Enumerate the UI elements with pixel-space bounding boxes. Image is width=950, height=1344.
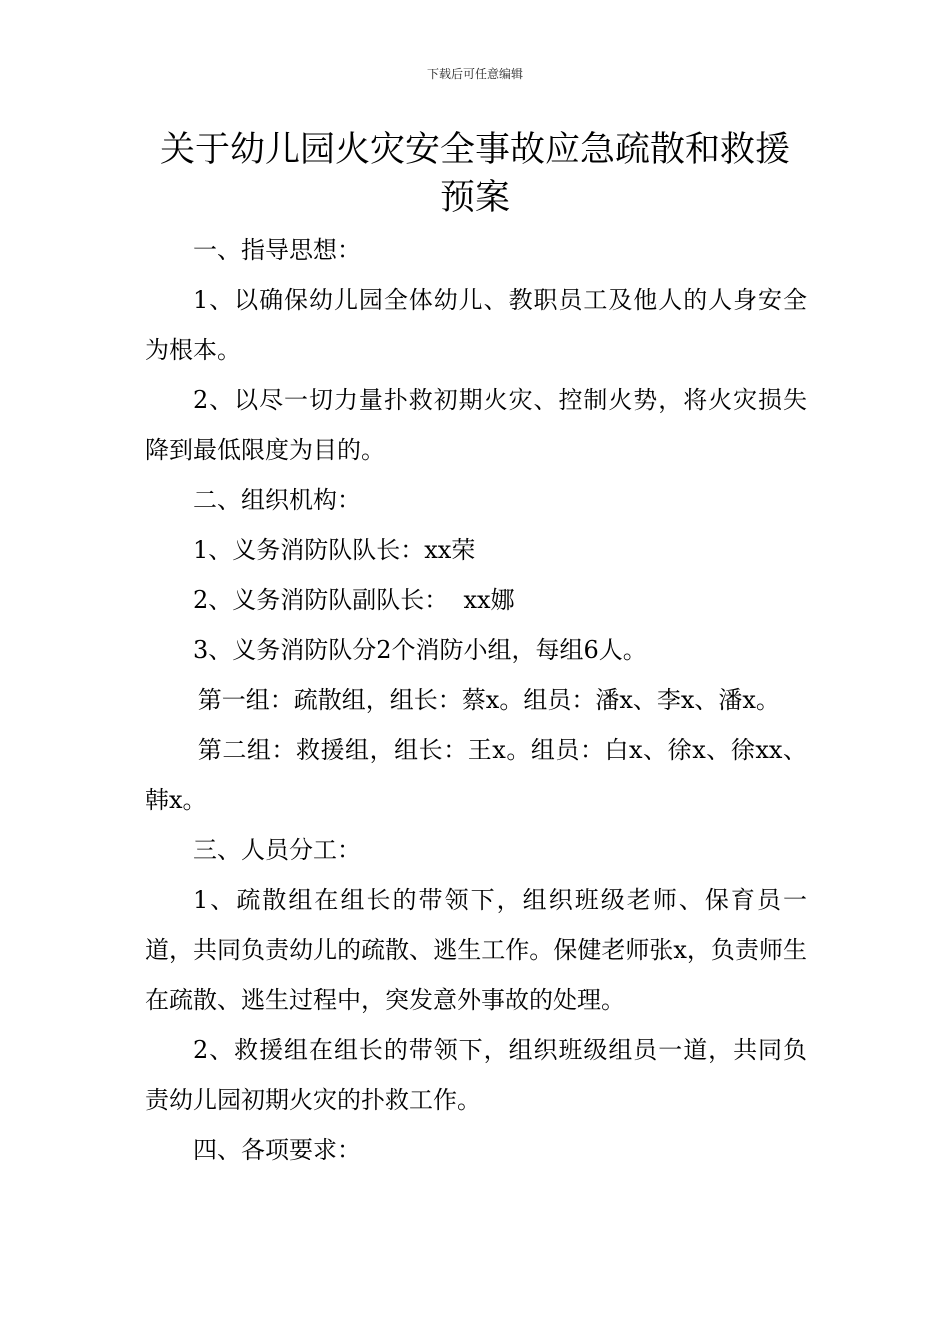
paragraph: 1、以确保幼儿园全体幼儿、教职员工及他人的人身安全为根本。 [145, 286, 807, 364]
document-title-line-2: 预案 [439, 178, 510, 218]
section-heading-requirements: 四、各项要求： [193, 1136, 361, 1164]
document-title [145, 126, 805, 222]
document-body [145, 225, 807, 1175]
group-two-paragraph: 第二组：救援组，组长：王x。组员：白x、徐x、徐xx、韩x。 [145, 736, 807, 814]
paragraph: 2、救援组在组长的带领下，组织班级组员一道，共同负责幼儿园初期火灾的扑救工作。 [145, 1036, 807, 1114]
section-heading-organization: 二、组织机构： [193, 486, 361, 514]
paragraph: 2、义务消防队副队长： xx娜 [193, 586, 515, 614]
paragraph: 3、义务消防队分2个消防小组，每组6人。 [193, 636, 647, 664]
paragraph: 1、义务消防队队长：xx荣 [193, 536, 476, 564]
header-note: 下载后可任意编辑 [426, 67, 523, 81]
paragraph: 1、疏散组在组长的带领下，组织班级老师、保育员一道，共同负责幼儿的疏散、逃生工作。保健老师张x，负责师生在疏散、逃生过程中，突发意外事故的处理。 [145, 886, 807, 1014]
group-one-paragraph: 第一组：疏散组，组长：蔡x。组员：潘x、李x、潘x。 [197, 686, 780, 714]
document-title-line-1: 关于幼儿园火灾安全事故应急疏散和救援 [159, 130, 790, 170]
paragraph: 2、以尽一切力量扑救初期火灾、控制火势，将火灾损失降到最低限度为目的。 [145, 386, 807, 464]
section-heading-guiding-ideology: 一、指导思想： [193, 236, 361, 264]
section-heading-division-of-labor: 三、人员分工： [193, 836, 361, 864]
